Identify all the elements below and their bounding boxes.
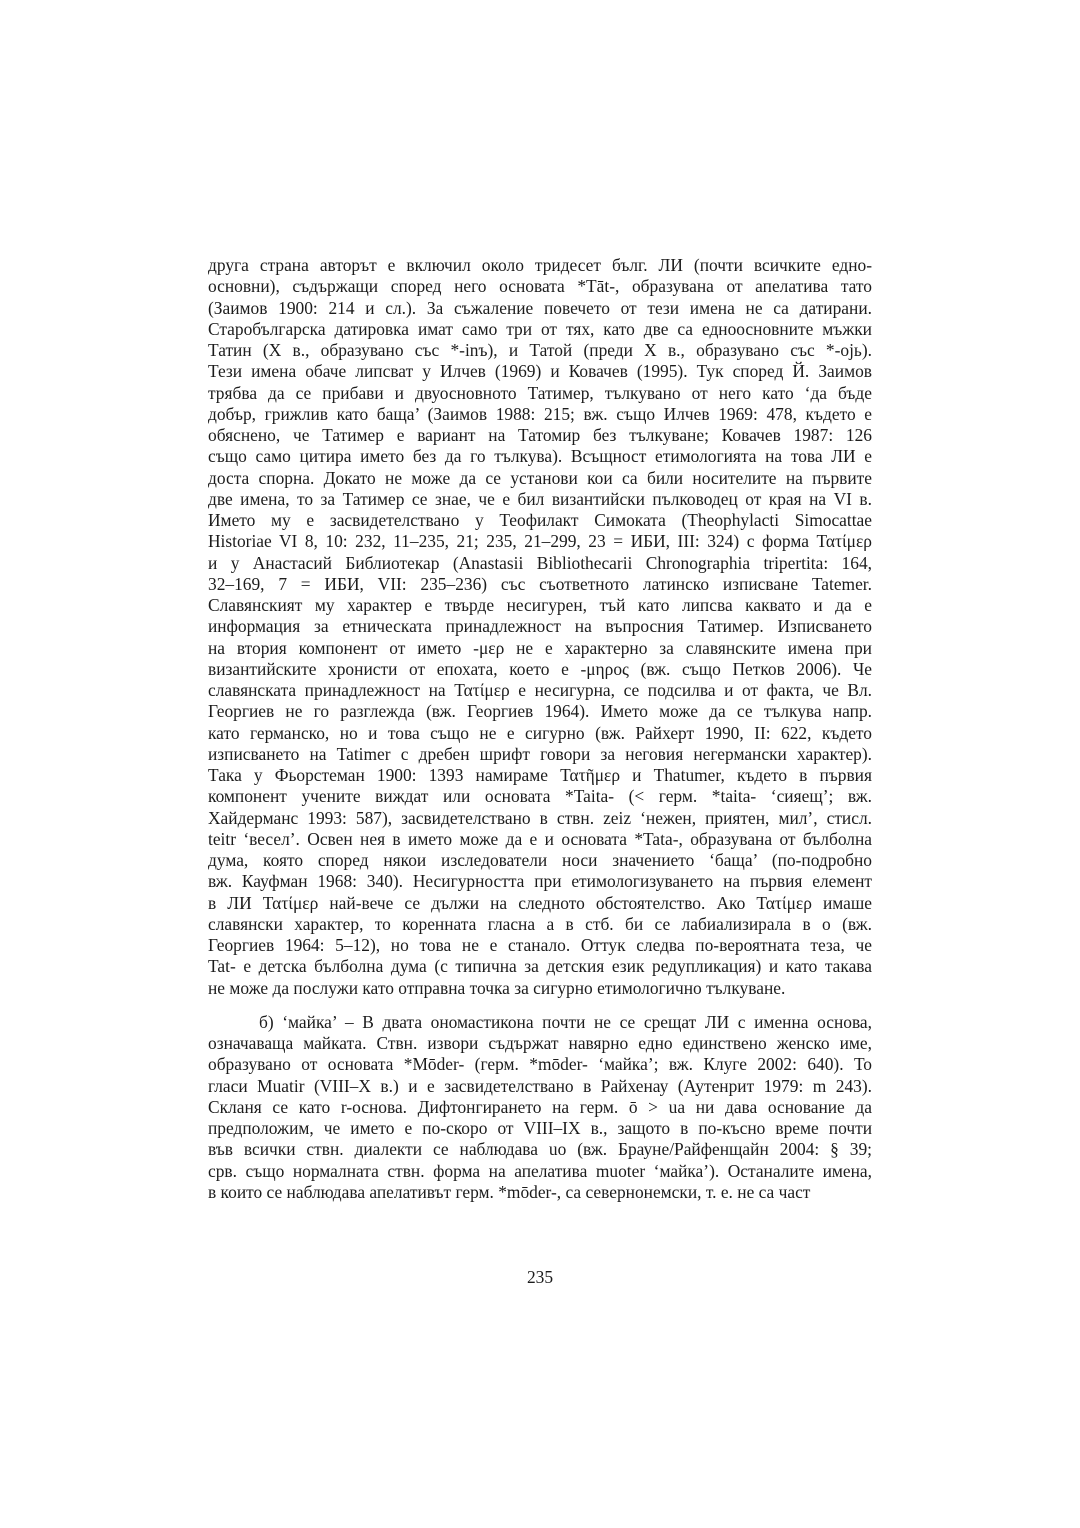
- text-line: гласи Muatir (VIII–X в.) и е засвидетелствано в Райхенау (Аутенрит 1979: m 243).: [208, 1075, 872, 1096]
- text-line: 32–169, 7 = ИБИ, VII: 235–236) със съответното латинско изписване Tatemer.: [208, 573, 872, 594]
- text-line: дума, която според някои изследователи носи значението ‘баща’ (по-подробно: [208, 850, 872, 870]
- text-line: византийските хронисти от епохата, което е -μηρος (вж. също Петков 2006). Че: [208, 658, 872, 679]
- text-line: Татин (Х в., образувано със *-inъ), и Татой (преди Х в., образувано със *-ojь).: [208, 340, 872, 360]
- text-line: компонент учените виждат или основата *Taita- (< герм. *taita- ‘сияещ’; вж.: [208, 786, 872, 807]
- text-line: във всички ствн. диалекти се наблюдава uo (вж. Брауне/Райфенщайн 2004: § 39;: [208, 1139, 872, 1160]
- text-line: Хайдерманс 1993: 587), засвидетелствано в ствн. zeiz ‘нежен, приятен, мил’, стисл.: [208, 807, 872, 828]
- text-line: славянски характер, то коренната гласна а в стб. би се лабиализирала в о (вж.: [208, 913, 872, 934]
- text-line: срв. също нормалната ствн. форма на апелатива muoter ‘майка’). Останалите имена,: [208, 1160, 872, 1181]
- text-line: образувано от основата *Mōder- (герм. *mōder- ‘майка’; вж. Клуге 2002: 640). То: [208, 1054, 872, 1075]
- text-line: и у Анастасий Библиотекар (Anastasii Bibliothecarii Chronographia tripertita: 164,: [208, 552, 872, 573]
- paragraph-gap: [208, 999, 872, 1012]
- text-line: на втория компонент от името -μερ не е характерно за славянските имена при: [208, 637, 872, 658]
- text-line: Така у Фьорстеман 1900: 1393 намираме Τατῆμερ и Thatumer, където в първия: [208, 765, 872, 785]
- paragraph-2: [208, 1012, 872, 1203]
- text-line: трябва да се прибави и двуосновното Татимер, тълкувано от него като ‘да бъде: [208, 382, 872, 403]
- text-line: вж. Кауфман 1968: 340). Несигурността при етимологизуването на първия елемент: [208, 871, 872, 892]
- text-line: изписването на Tatimer с дребен шрифт говори за неговия негермански характер).: [208, 743, 872, 764]
- text-line: информация за етническата принадлежност на въпросния Татимер. Изписването: [208, 616, 872, 637]
- text-line: в ЛИ Τατίμερ най-вече се дължи на следното обстоятелство. Ако Τατίμερ имаше: [208, 892, 872, 913]
- text-line: две имена, то за Татимер се знае, че е бил византийски пълководец от края на VI в.: [208, 488, 872, 509]
- text-line: Tat- е детска бълболна дума (с типична за детския език редупликация) и като такава: [208, 956, 872, 977]
- text-line: (Заимов 1900: 214 и сл.). За съжаление повечето от тези имена не са датирани.: [208, 297, 872, 318]
- text-line: друга страна авторът е включил около тридесет бълг. ЛИ (почти всичките едно-: [208, 255, 872, 275]
- text-line: Скланя се като r-основа. Дифтонгирането на герм. ō > ua ни дава основание да: [208, 1096, 872, 1117]
- text-line: предположим, че името е по-скоро от VIII–IX в., защото в по-късно време почти: [208, 1118, 872, 1138]
- text-line: Старобългарска датировка имат само три от тях, като две са едноосновните мъжки: [208, 318, 872, 339]
- paragraph-1: [208, 255, 872, 999]
- text-line: Името му е засвидетелствано у Теофилакт Симоката (Theophylacti Simocattae: [208, 510, 872, 530]
- text-line: Георгиев не го разглежда (вж. Георгиев 1964). Името може да се тълкува напр.: [208, 701, 872, 722]
- text-line: добър, грижлив като баща’ (Заимов 1988: 215; вж. също Илчев 1969: 478, където е: [208, 403, 872, 424]
- text-line: също само цитира името без да го тълкува). Всъщност етимологията на това ЛИ е: [208, 446, 872, 467]
- text-line: Георгиев 1964: 5–12), но това не е станало. Оттук следва по-вероятната теза, че: [208, 935, 872, 955]
- text-line: като германско, но и това също не е сигурно (вж. Райхерт 1990, II: 622, където: [208, 722, 872, 743]
- text-line: teitr ‘весел’. Освен нея в името може да е и основата *Tata-, образувана от бълболна: [208, 828, 872, 849]
- text-line: доста спорна. Докато не може да се установи кои са били носителите на първите: [208, 467, 872, 488]
- text-line: не може да послужи като отправна точка за сигурно етимологично тълкуване.: [208, 977, 786, 998]
- text-line: Historiae VI 8, 10: 232, 11–235, 21; 235, 21–299, 23 = ИБИ, III: 324) с форма Τατίμερ: [208, 531, 872, 552]
- page-number: 235: [526, 1267, 554, 1287]
- text-line: б) ‘майка’ – В двата ономастикона почти не се срещат ЛИ с именна основа,: [259, 1011, 872, 1032]
- page-body: [208, 255, 872, 1203]
- text-line: славянската принадлежност на Τατίμερ е несигурна, се подсилва и от факта, че Вл.: [208, 680, 872, 700]
- text-line: обяснено, че Татимер е вариант на Татомир без тълкуване; Ковачев 1987: 126: [208, 425, 872, 445]
- text-line: основни), съдържащи според него основата *Tāt-, образувана от апелатива тато: [208, 276, 872, 297]
- text-line: Славянският му характер е твърде несигурен, тъй като липсва каквато и да е: [208, 595, 872, 615]
- text-line: в които се наблюдава апелативът герм. *mōder-, са севернонемски, т. е. не са част: [208, 1181, 811, 1202]
- text-line: означаваща майката. Ствн. извори съдържат навярно едно единствено женско име,: [208, 1033, 872, 1053]
- text-line: Тези имена обаче липсват у Илчев (1969) и Ковачев (1995). Тук според Й. Заимов: [208, 361, 872, 382]
